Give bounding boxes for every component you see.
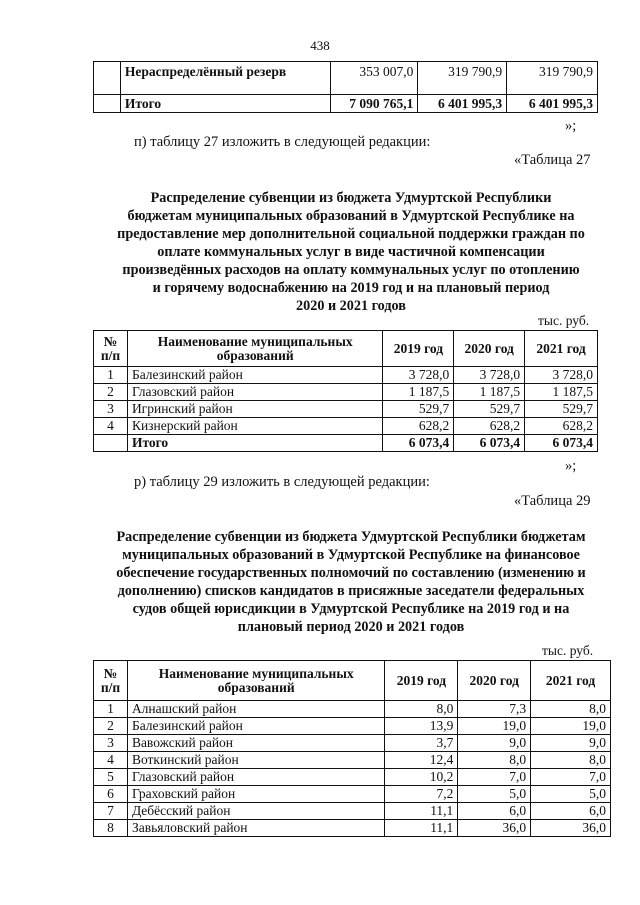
paragraph-p: п) таблицу 27 изложить в следующей редакции: [134, 134, 431, 150]
table-27-title: Распределение субвенции из бюджета Удмуртской Республики бюджетам муниципальных образований в Удмуртской Республике на предоставление мер дополнительной социальной поддержки граждан по оплате коммунальных услуг в виде частичной компенсации произведённых расходов на оплату коммунальных услуг по отоплению и горячему водоснабжению на 2019 год и на плановый период 2020 и 2021 годов [117, 190, 585, 314]
table-29 [93, 660, 611, 837]
table-row: 4 Кизнерский район 628,2 628,2 628,2 [94, 418, 598, 435]
table-row: 3 Вавожский район 3,7 9,0 9,0 [94, 735, 611, 752]
table-row: 3 Игринский район 529,7 529,7 529,7 [94, 401, 598, 418]
table-27-label: «Таблица 27 [514, 152, 591, 168]
table-header: № п/п Наименование муниципальных образований 2019 год 2020 год 2021 год [94, 331, 598, 367]
paragraph-r: р) таблицу 29 изложить в следующей редакции: [134, 474, 430, 490]
table-row: Нераспределённый резерв 353 007,0 319 790,9 319 790,9 [94, 62, 598, 95]
table-row: 2 Глазовский район 1 187,5 1 187,5 1 187,5 [94, 384, 598, 401]
table-row: 1 Алнашский район 8,0 7,3 8,0 [94, 701, 611, 718]
closing-quote: »; [565, 118, 577, 134]
table-29-unit: тыс. руб. [542, 643, 594, 658]
page-number: 438 [310, 38, 330, 53]
table-row: 1 Балезинский район 3 728,0 3 728,0 3 728,0 [94, 367, 598, 384]
table-27 [93, 330, 598, 452]
closing-quote: »; [565, 458, 577, 474]
row-label: Итого [120, 95, 330, 113]
table-row-total: Итого 7 090 765,1 6 401 995,3 6 401 995,3 [94, 95, 598, 113]
table-row: 2 Балезинский район 13,9 19,0 19,0 [94, 718, 611, 735]
table-27-unit: тыс. руб. [538, 313, 590, 328]
top-table [93, 61, 598, 113]
table-row: 4 Воткинский район 12,4 8,0 8,0 [94, 752, 611, 769]
table-row-total: Итого 6 073,4 6 073,4 6 073,4 [94, 435, 598, 452]
table-29-title: Распределение субвенции из бюджета Удмуртской Республики бюджетам муниципальных образований в Удмуртской Республике на финансовое обеспечение государственных полномочий по составлению (изменению и дополнению) списков кандидатов в присяжные заседатели федеральных судов общей юрисдикции в Удмуртской Республике на 2019 год и на плановый период 2020 и 2021 годов [116, 529, 586, 635]
table-row: 6 Граховский район 7,2 5,0 5,0 [94, 786, 611, 803]
table-row: 5 Глазовский район 10,2 7,0 7,0 [94, 769, 611, 786]
table-header: № п/п Наименование муниципальных образований 2019 год 2020 год 2021 год [94, 661, 611, 701]
row-label: Нераспределённый резерв [120, 62, 330, 95]
table-row: 7 Дебёсский район 11,1 6,0 6,0 [94, 803, 611, 820]
table-row: 8 Завьяловский район 11,1 36,0 36,0 [94, 820, 611, 837]
table-29-label: «Таблица 29 [514, 493, 591, 509]
